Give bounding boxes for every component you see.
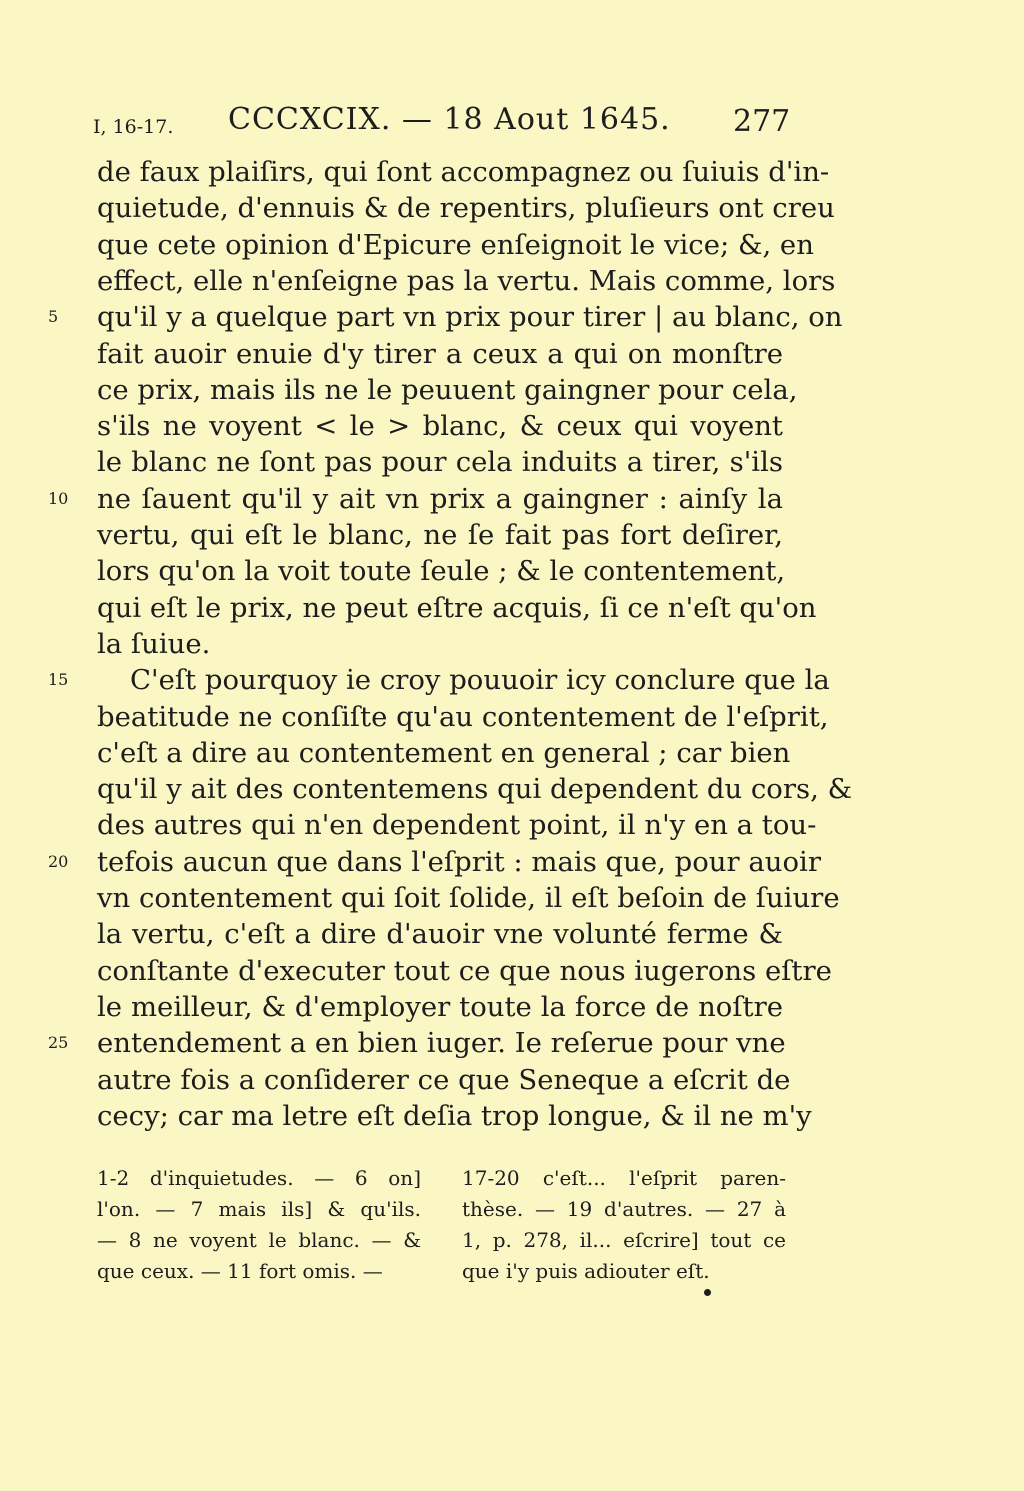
text-line: ce prix, mais ils ne le peuuent gaingner pour cela,	[97, 373, 798, 406]
line-number: 5	[48, 307, 59, 327]
text-line: s'ils ne voyent < le > blanc, & ceux qui voyent	[97, 410, 783, 443]
text-line: la ſuiue.	[97, 627, 211, 660]
text-line: lors qu'on la voit toute ſeule ; & le contentement,	[97, 555, 786, 588]
text-line: effect, elle n'enſeigne pas la vertu. Mais comme, lors	[97, 264, 836, 297]
text-line: des autres qui n'en dependent point, il n'y en a tou-	[97, 809, 817, 842]
text-line: de faux plaiſirs, qui ſont accompagnez ou ſuiuis d'in-	[97, 156, 830, 188]
text-line: entendement a en bien iuger. Ie reſerue pour vne	[97, 1027, 786, 1060]
footnote-line: que ceux. — 11 fort omis. —	[97, 1259, 383, 1283]
footnote-line: 1, p. 278, il... eſcrire] tout ce	[462, 1228, 786, 1252]
text-line: fait auoir enuie d'y tirer a ceux a qui on monſtre	[97, 337, 783, 370]
text-line: qui eſt le prix, ne peut eſtre acquis, ſi ce n'eſt qu'on	[97, 591, 817, 624]
letter-heading: CCCXCIX. — 18 Aout 1645.	[228, 102, 671, 137]
line-number: 25	[48, 1033, 69, 1053]
text-line: vertu, qui eſt le blanc, ne ſe fait pas fort deſirer,	[97, 519, 783, 551]
footnotes-right-column	[462, 1163, 786, 1287]
footnotes-left-column	[97, 1163, 421, 1287]
line-number: 15	[48, 670, 69, 690]
text-line: qu'il y a quelque part vn prix pour tirer | au blanc, on	[97, 301, 843, 334]
volume-reference: I, 16-17.	[93, 116, 174, 138]
text-line: que cete opinion d'Epicure enſeignoit le vice; &, en	[97, 228, 814, 261]
text-line: conſtante d'executer tout ce que nous iugerons eſtre	[97, 954, 832, 987]
footnote-line: que i'y puis adiouter eſt.	[462, 1259, 710, 1283]
footnote-line: 17-20 c'eſt... l'eſprit paren-	[462, 1166, 786, 1190]
line-number: 20	[48, 851, 69, 871]
page-number: 277	[733, 104, 791, 139]
text-line: la vertu, c'eſt a dire d'auoir vne volunté ferme &	[97, 918, 783, 951]
running-header	[0, 102, 1024, 152]
text-line: le blanc ne ſont pas pour cela induits a tirer, s'ils	[97, 446, 783, 479]
text-line: C'eſt pourquoy ie croy pouuoir icy conclure que la	[130, 664, 830, 697]
text-line: vn contentement qui ſoit ſolide, il eſt beſoin de ſuiure	[97, 882, 840, 914]
footnote-line: — 8 ne voyent le blanc. — &	[97, 1228, 421, 1252]
text-line: cecy; car ma letre eſt deſia trop longue, & il ne m'y	[97, 1099, 812, 1132]
text-line: beatitude ne conſiſte qu'au contentement de l'eſprit,	[97, 700, 829, 733]
text-line: quietude, d'ennuis & de repentirs, pluſieurs ont creu	[97, 192, 835, 225]
footnote-line: 1-2 d'inquietudes. — 6 on]	[97, 1166, 421, 1190]
footnote-line: l'on. — 7 mais ils] & qu'ils.	[97, 1197, 421, 1221]
text-line: ne ſauent qu'il y ait vn prix a gaingner : ainſy la	[97, 482, 783, 515]
text-line: autre fois a conſiderer ce que Seneque a eſcrit de	[97, 1063, 791, 1096]
text-line: le meilleur, & d'employer toute la force de noſtre	[97, 990, 783, 1023]
text-line: tefois aucun que dans l'eſprit : mais que, pour auoir	[97, 845, 821, 878]
footnote-line: thèse. — 19 d'autres. — 27 à	[462, 1197, 786, 1221]
text-line: qu'il y ait des contentemens qui dependent du cors, &	[97, 773, 853, 806]
signature-mark	[704, 1289, 711, 1296]
text-line: c'eſt a dire au contentement en general ; car bien	[97, 736, 791, 769]
line-number: 10	[48, 488, 69, 508]
